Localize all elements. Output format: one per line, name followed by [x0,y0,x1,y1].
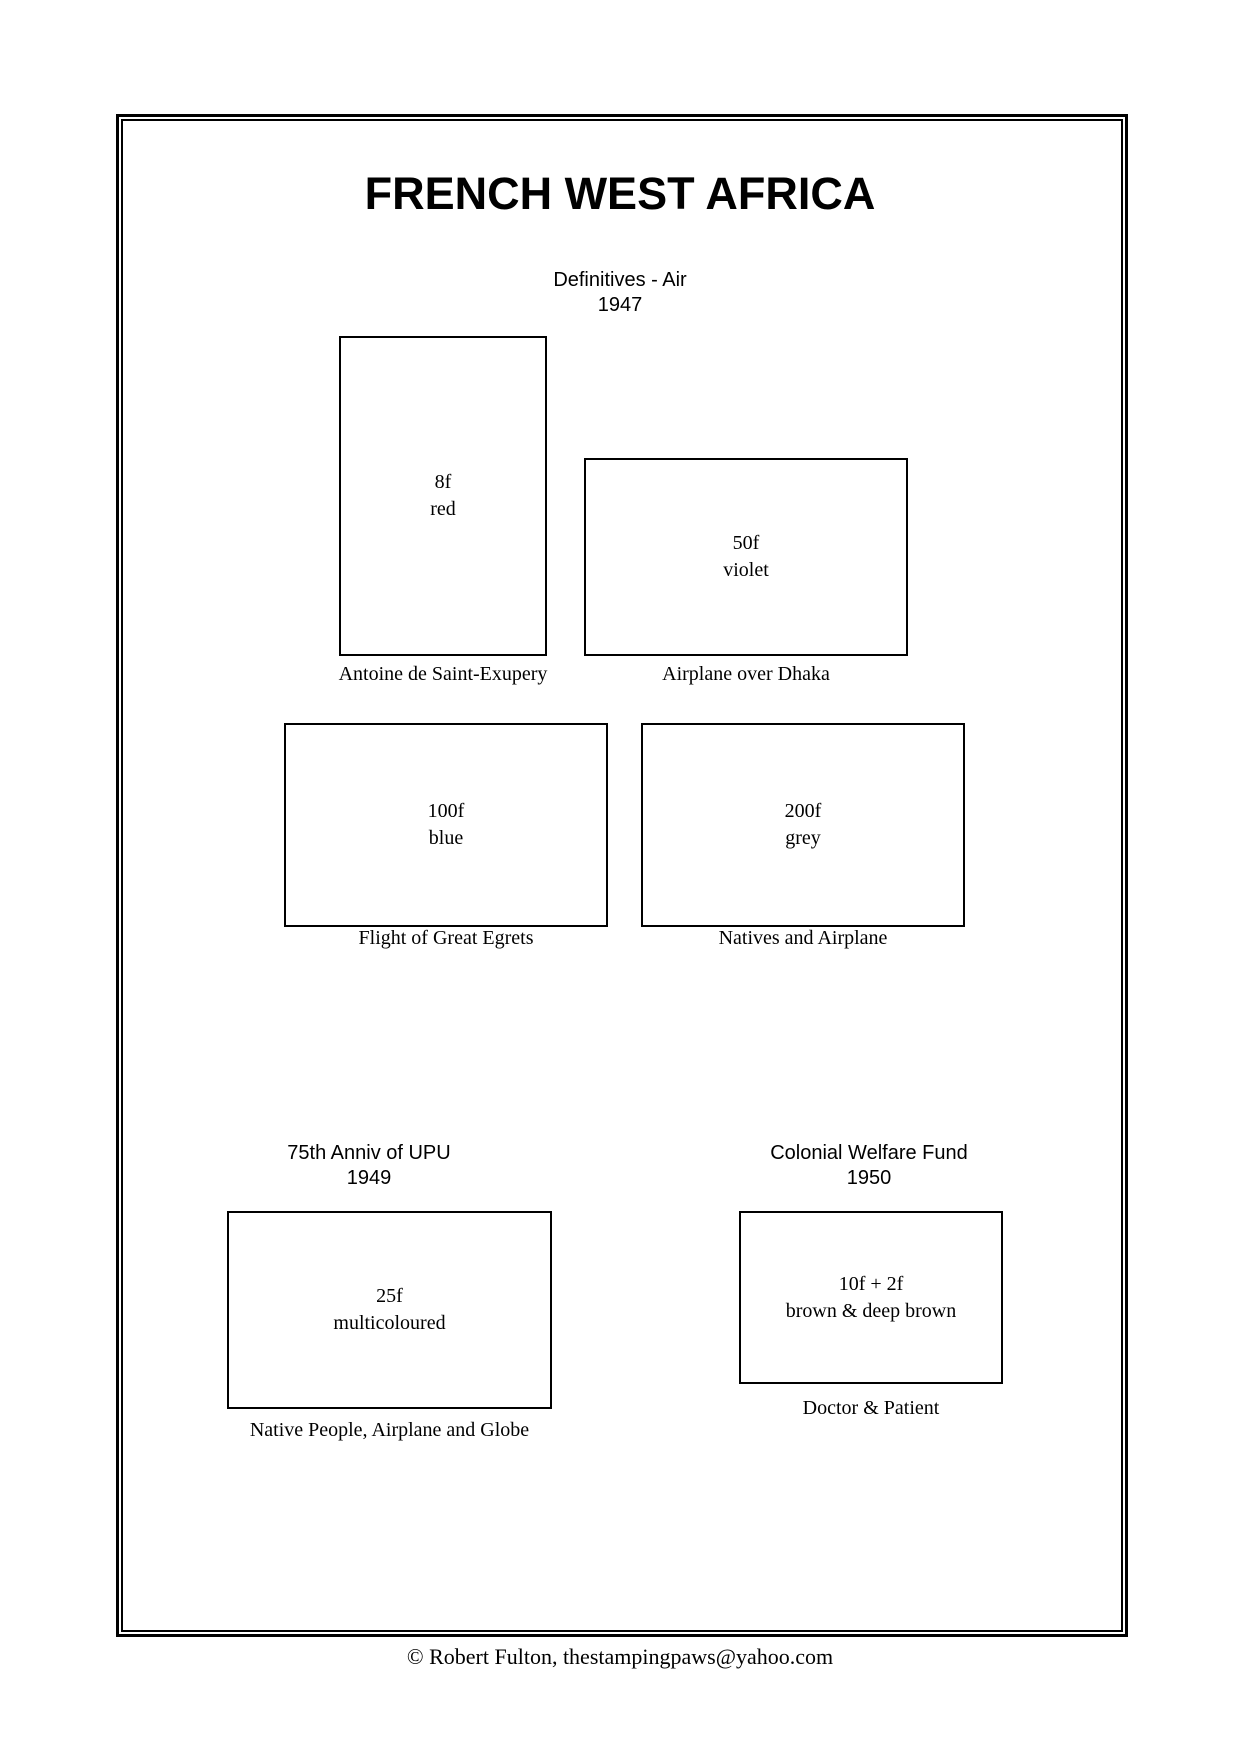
section-heading-text: 75th Anniv of UPU [287,1142,451,1164]
stamp-caption: Antoine de Saint-Exupery [338,663,548,685]
stamp-denomination: 10f + 2f [838,1272,904,1295]
section-definitives-air [0,268,1240,318]
stamp-box [284,723,608,927]
stamp-color: violet [723,559,769,581]
stamp-box [739,1211,1003,1384]
section-year: 1947 [597,294,643,316]
section-year: 1949 [346,1167,392,1189]
stamp-label [430,469,456,523]
stamp-caption: Flight of Great Egrets [358,927,534,949]
section-heading-text: Colonial Welfare Fund [770,1142,968,1164]
stamp-label [723,530,769,584]
section-heading-text: Definitives - Air [553,269,687,291]
stamp-denomination: 100f [427,800,465,822]
section-colonial-welfare [669,1141,1069,1191]
section-year: 1950 [846,1167,892,1189]
stamp-label [333,1283,445,1337]
stamp-caption: Natives and Airplane [718,927,888,949]
stamp-color: red [430,498,456,520]
stamp-label [786,1271,957,1325]
stamp-label [785,798,822,852]
stamp-denomination: 50f [732,532,760,554]
stamp-denomination: 8f [434,471,452,493]
stamp-color: grey [785,827,821,849]
stamp-color: brown & deep brown [785,1299,957,1322]
stamp-caption: Native People, Airplane and Globe [249,1419,530,1441]
stamp-color: blue [428,827,464,849]
page-title: FRENCH WEST AFRICA [364,168,876,219]
copyright-footer: © Robert Fulton, thestampingpaws@yahoo.com [406,1644,834,1669]
stamp-caption: Doctor & Patient [802,1397,940,1419]
stamp-color: multicoloured [333,1312,446,1334]
stamp-box [227,1211,552,1409]
stamp-box [584,458,908,656]
section-upu [169,1141,569,1191]
stamp-denomination: 200f [784,800,822,822]
stamp-box [641,723,965,927]
stamp-box [339,336,547,656]
stamp-caption: Airplane over Dhaka [662,663,830,685]
stamp-denomination: 25f [376,1285,403,1307]
stamp-label [428,798,465,852]
